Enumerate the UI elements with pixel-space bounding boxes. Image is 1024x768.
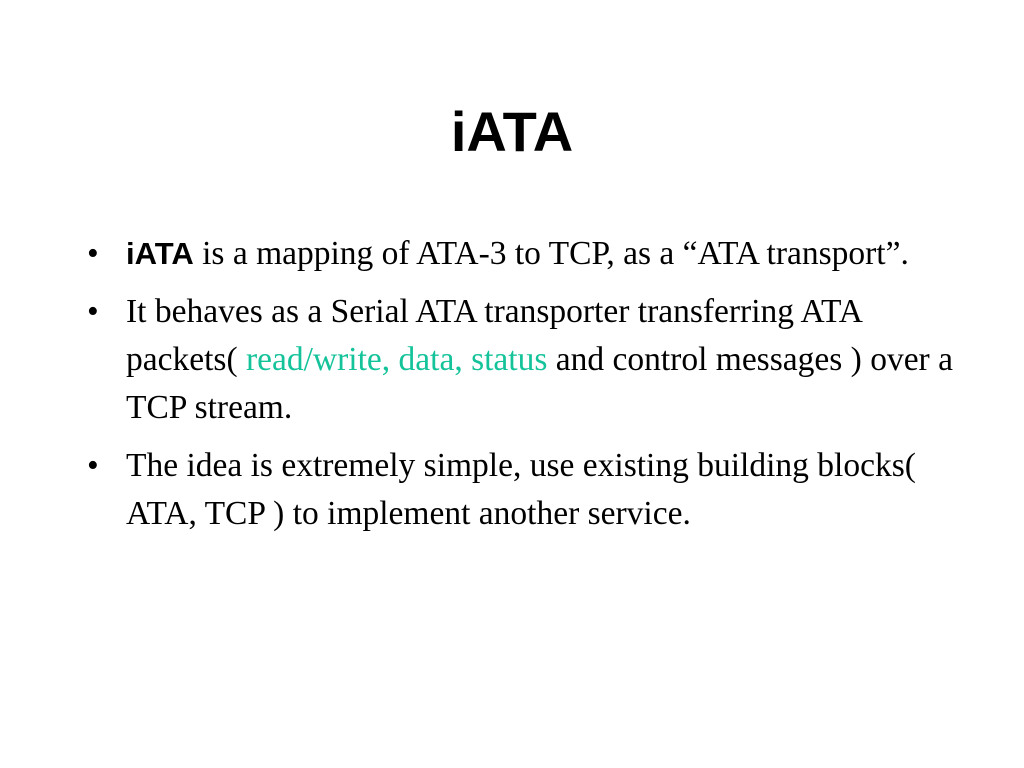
bullet-text-before: It behaves as a Serial ATA transporter transferring ATA packets(: [126, 293, 862, 378]
bullet-item-behavior: [0, 288, 1024, 432]
bullet-text: The idea is extremely simple, use existing building blocks( ATA, TCP ) to implement another service.: [126, 447, 916, 532]
slide-title: iATA: [450, 100, 574, 163]
bullet-text-after: and control messages ) over a TCP stream.: [126, 341, 953, 426]
bullet-highlight-text: read/write, data, status: [245, 341, 548, 378]
bullet-icon: •: [87, 235, 99, 272]
bullet-icon: •: [87, 447, 99, 484]
bullet-icon: •: [87, 293, 99, 330]
bullet-text: is a mapping of ATA-3 to TCP, as a “ATA transport”.: [193, 235, 909, 272]
bullet-item-idea: [0, 442, 1024, 538]
bullet-list: [0, 230, 1024, 548]
bullet-item-iata-definition: [0, 230, 1024, 278]
bullet-term: iATA: [126, 236, 194, 271]
